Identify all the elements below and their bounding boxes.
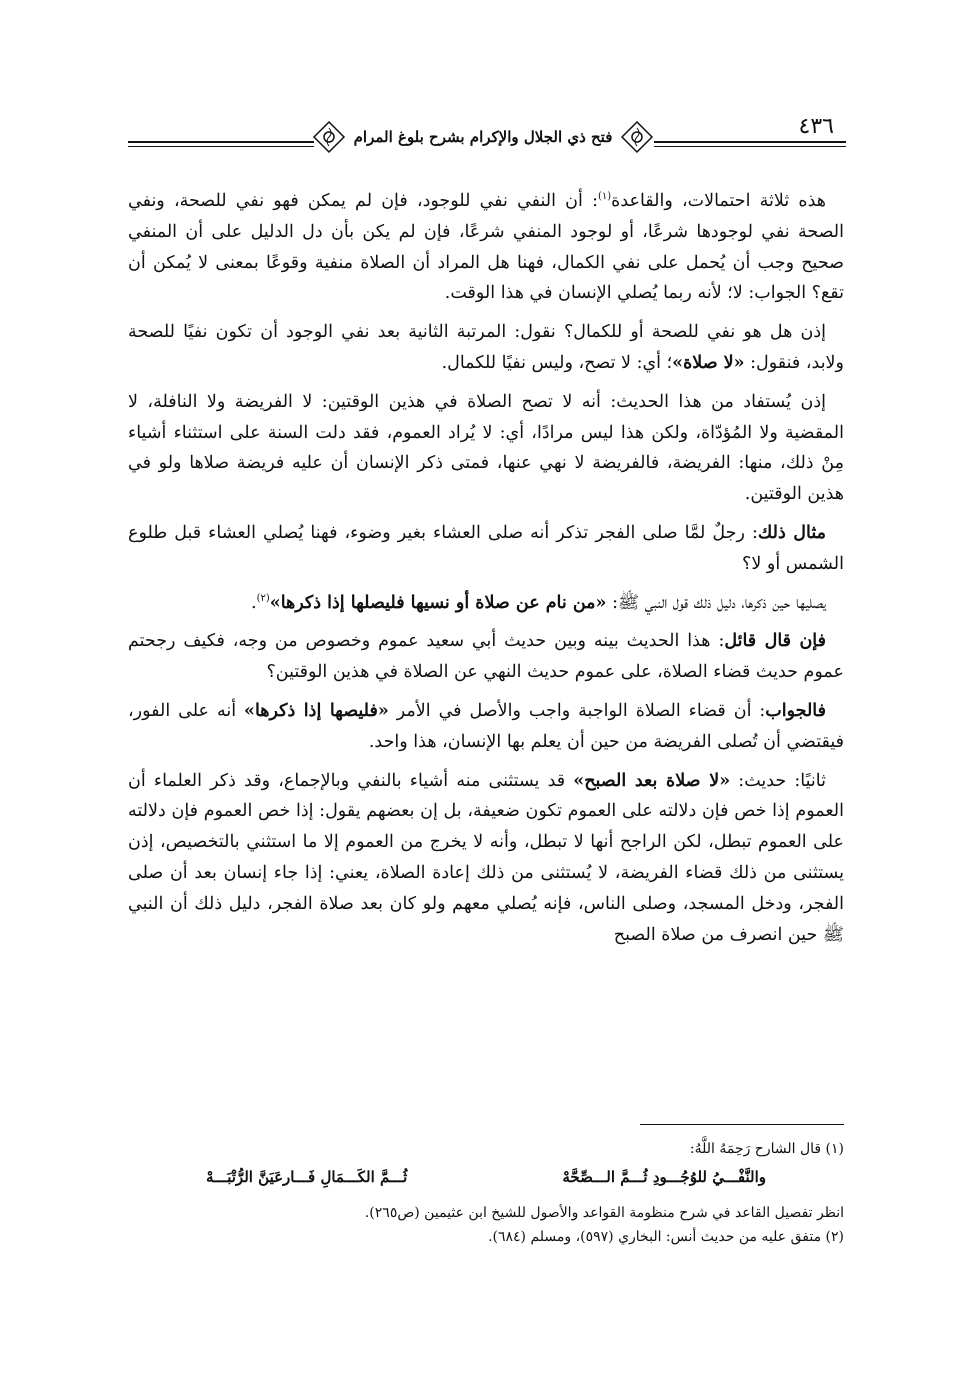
- paragraph: إذن هل هو نفي للصحة أو للكمال؟ نقول: المرتبة الثانية بعد نفي الوجود أن تكون نفيًا للصحة ولابد، فنقول: «لا صلاة»؛ أي: لا تصح، وليس نفيًا للكمال.: [128, 322, 844, 373]
- hadith-quote: «لا صلاة»: [672, 352, 745, 373]
- page-body: [128, 186, 844, 958]
- bold-lead: فإن قال قائل: [724, 631, 826, 652]
- verse-hemistich-left: ثُـــمَّ الكَـــمَالِ فَـــارعَيَنَّ الرُّتْبَـــهْ: [206, 1168, 408, 1186]
- header-rule-right: [654, 141, 846, 143]
- page-number: ٤٣٦: [798, 114, 834, 139]
- paragraph: ثانيًا: حديث: «لا صلاة بعد الصبح» قد يستثنى منه أشياء بالنفي وبالإجماع، وقد ذكر العلماء أن العموم إذا خص فإن دلالته على العموم تكون ضعيفة، بل إن بعضهم يقول: إذا خص العموم فإن دلالته على العموم تبطل، لكن الراجح أنها لا تبطل، وأنه لا يخرج من العموم إلا ما استثني بالتخصيص، إذن يستثنى من ذلك قضاء الفريضة، لا يُستثنى من ذلك إعادة الصلاة، يعني: إذا جاء إنسان بعد أن صلى الفجر، ودخل المسجد، وصلى الناس، فإنه يُصلي معهم ولو كان بعد صلاة الفجر، دليل ذلك أن النبي ﷺ حين انصرف من صلاة الصبح: [128, 770, 844, 945]
- running-title: فتح ذي الجلال والإكرام بشرح بلوغ المرام: [353, 128, 613, 146]
- header-rule-right-thin: [654, 146, 846, 147]
- paragraph: فالجواب: أن قضاء الصلاة الواجبة واجب والأصل في الأمر «فليصها إذا ذكرها» أنه على الفور، فيقتضي أن تُصلى الفريضة من حين أن يعلم بها الإنسان، هذا واحد.: [128, 700, 844, 752]
- footnote-2: (٢) متفق عليه من حديث أنس: البخاري (٥٩٧)، ومسلم (٦٨٤).: [488, 1229, 844, 1245]
- footnote-ref: (١): [597, 191, 612, 203]
- paragraph: إذن يُستفاد من هذا الحديث: أنه لا تصح الصلاة في هذين الوقتين: لا الفريضة ولا النافلة، لا المقضية ولا المُؤدّاة، ولكن هذا ليس مرادًا، أي: لا يُراد العموم، فقد دلت السنة على استثناء أشياء مِنْ ذلك، منها: الفريضة، فالفريضة لا نهي عنها، فمتى ذكر الإنسان أن عليه فريضة صلاها ولو في هذين الوقتين.: [128, 391, 844, 505]
- bold-lead: فالجواب: [765, 700, 826, 721]
- poem-verse: [206, 1165, 766, 1189]
- paragraph: فإن قال قائل: هذا الحديث بينه وبين حديث أبي سعيد عموم وخصوص من وجه، فكيف رجحتم عموم حديث قضاء الصلاة، على عموم حديث النهي عن الصلاة في هذين الوقتين؟: [128, 631, 844, 683]
- header-rule-left: [128, 141, 314, 143]
- verse-hemistich-right: والنَّفْـــيُ للوُجُـــودِ ثُـــمَّ الـــصِّحَّهْ: [562, 1168, 766, 1186]
- footnotes: [128, 1137, 844, 1249]
- hadith-quote: «لا صلاة بعد الصبح»: [573, 770, 731, 791]
- footnote-1-note: انظر تفصيل القاعد في شرح منظومة القواعد والأصول للشيخ ابن عثيمين (ص٢٦٥).: [364, 1205, 844, 1221]
- ornament-left-icon: [312, 120, 346, 154]
- footnote-separator: [640, 1124, 844, 1125]
- paragraph: يصليها حين ذكرها، دليل ذلك قول النبي ﷺ: «من نام عن صلاة أو نسيها فليصلها إذا ذكرها»$^{(٢)}$.: [251, 592, 826, 613]
- paragraph: مثال ذلك: رجلٌ لمَّا صلى الفجر تذكر أنه صلى العشاء بغير وضوء، فهنا يُصلي العشاء قبل طلوع الشمس أو لا؟: [128, 522, 844, 574]
- page-header: [128, 114, 846, 166]
- header-rule-left-thin: [128, 146, 314, 147]
- hadith-quote: «من نام عن صلاة أو نسيها فليصلها إذا ذكرها»: [269, 592, 607, 613]
- footnote-1-intro: (١) قال الشارح رَحِمَهُ اللَّهُ:: [689, 1141, 844, 1157]
- bold-lead: مثال ذلك: [757, 522, 827, 543]
- footnote-ref: (٢): [256, 592, 270, 604]
- hadith-quote: «فليصها إذا ذكرها»: [244, 700, 389, 721]
- ornament-right-icon: [620, 120, 654, 154]
- paragraph: هذه ثلاثة احتمالات، والقاعدة$^{(١)}$: أن النفي نفي للوجود، فإن لم يمكن فهو نفي للصحة، ونفي الصحة نفي لوجودها شرعًا، أو لوجود المنفي شرعًا، فإن لم يكن بأن دل الدليل على أن المنفي صحيح وجب أن يُحمل على نفي الكمال، فهنا هل المراد أن الصلاة منفية وقوعًا بمعنى لا يُمكن أن تقع؟ الجواب: لا؛ لأنه ربما يُصلي الإنسان في هذا الوقت.: [128, 191, 844, 304]
